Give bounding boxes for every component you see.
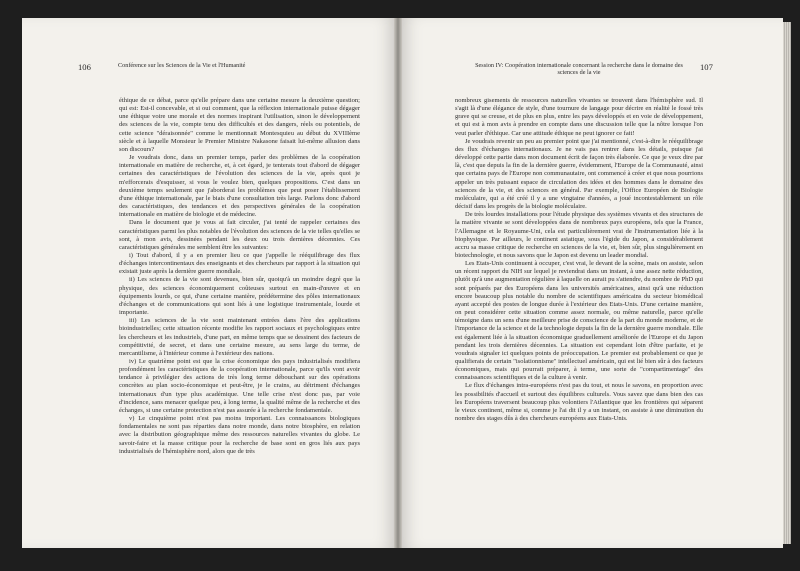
paragraph: Le flux d'échanges intra-européens n'est pas du tout, et nous le savons, en proportion avec les possibilités d'accueil et surtout des équilibres culturels. Vous savez que dans bien des cas les Européens traversent beaucoup plus volontiers l'Atlantique que les frontières qui séparent le vieux continent, même si, comme je l'ai dit il y a un instant, on assiste à une diminution du nombre des stages dûs à des chercheurs européens aux Etats-Unis.	[455, 382, 703, 423]
paragraph: nombreux gisements de ressources naturelles vivantes se trouvent dans l'hémisphère sud. Il s'agit là d'une élégance de style, d'une tournure de langage pour décrire en réalité le fossé très grave qui se creuse, et de plus en plus, entre les pays développés et en voie de développement, et qui est à mon avis à prendre en compte dans une discussion telle que la nôtre lorsque l'on veut parler d'éthique. Car une attitude éthique ne peut ignorer ce fait!	[455, 97, 703, 137]
paragraph: v) Le cinquième point n'est pas moins important. Les connaissances biologiques fondamentales ne sont pas réparties dans notre monde, dans notre biosphère, en relation avec la distribution géographique même des ressources naturelles vivantes du globe. Le savoir-faire et la masse critique pour la recherche de base sont en gros liés aux pays industrialisés de l'hémisphère nord, alors que de très	[119, 415, 360, 455]
paragraph: i) Tout d'abord, il y a en premier lieu ce que j'appelle le rééquilibrage des flux d'échanges intercontinentaux des enseignants et des chercheurs par rapport à la situation qui existait juste après la dernière guerre mondiale.	[119, 251, 360, 276]
paragraph: Dans le document que je vous ai fait circuler, j'ai tenté de rappeler certaines des caractéristiques parmi les plus notables de l'évolution des sciences de la vie telles qu'elles se sont, à mon avis, dessinées pendant les deux ou trois dernières décennies. Ces caractéristiques générales me semblent être les suivantes:	[119, 219, 360, 251]
page-edges	[783, 22, 791, 544]
paragraph: éthique de ce débat, parce qu'elle prépare dans une certaine mesure la deuxième question; qui est: Est-il concevable, et si oui comment, que la réflexion internationale puisse dégager une éthique voire une morale et des normes inspirant l'utilisation, sinon le développement des sciences de la vie, compte tenu des difficultés et des dangers, réels ou potentiels, de cette science "déraisonnée" comme le mentionnait Montesquieu au début du XVIIIème siècle et à laquelle Monsieur le Premier Ministre Nakasone faisait lui-même allusion dans son discours?	[119, 97, 360, 153]
paragraph: Les Etats-Unis continuent à occuper, c'est vrai, le devant de la scène, mais on assiste, selon un récent rapport du NIH sur lequel je reviendrai dans un instant, à une assez nette réduction, plutôt qu'à une augmentation régulière à laquelle on aurait pu s'attendre, du nombre de PhD qui sont préparés par des Européens dans les universités américaines, ainsi qu'à une réduction encore beaucoup plus notable du nombre de scientifiques américains du secteur biomédical ayant accepté des postes de longue durée à l'extérieur des Etats-Unis. D'une certaine manière, on peut considérer cette situation comme assez normale, ou même naturelle, parce qu'elle témoigne dans un sens d'une meilleure prise de conscience de la part du monde moderne, et de l'importance de la science et de la technologie depuis la fin de la dernière guerre mondiale. Elle est également liée à la situation économique graduellement améliorée de l'Europe et du Japon pendant les trois dernières décennies. La situation est cependant loin d'être parfaite, et je voudrais signaler ici quelques points de préoccupation. Le premier est probablement ce que je qualifierais de certain "isolationnisme" intellectuel américain, qui est lié bien sûr à des facteurs économiques, mais qui pourrait préparer, à terme, une sorte de "compartimentage" des connaissances scientifiques et de la culture à venir.	[455, 260, 703, 382]
paragraph: iii) Les sciences de la vie sont maintenant entrées dans l'ère des applications bioindustrielles; cette situation récente modifie les rapport sociaux et psychologiques entre les chercheurs et les industriels, d'une part, en même temps que se dessinent des facteurs de compétitivité, de secret, et dans une certaine mesure, au sens large du terme, de mercantilisme, à l'intérieur comme à l'extérieur des nations.	[119, 317, 360, 357]
paragraph: ii) Les sciences de la vie sont devenues, bien sûr, quoiqu'à un moindre degré que la physique, des sciences économiquement coûteuses surtout en main-d'œuvre et en équipements lourds, ce qui, d'une certaine manière, prédétermine des pôles internationaux d'échanges et de communications qui sont liés à une logistique instrumentale, lourde et importante.	[119, 276, 360, 317]
paragraph: Je voudrais donc, dans un premier temps, parler des problèmes de la coopération internationale en matière de recherche, et, à cet égard, je tenterais tout d'abord de dégager certaines des caractéristiques de l'évolution des sciences de la vie, après quoi je m'efforcerais d'esquisser, si vous le voulez bien, quelques propositions. C'est dans un deuxième temps seulement que j'aborderai les problèmes que peut poser l'établissement d'une éthique internationale, par le biais d'une consultation très large. Parlons donc d'abord des caractéristiques, des tendances et des perspectives générales de la coopération internationale en matière de biologie et de médecine.	[119, 154, 360, 219]
paragraph: De très lourdes installations pour l'étude physique des systèmes vivants et des structures de la matière vivante se sont développées dans de nombreux pays européens, tels que la France, l'Allemagne et le Royaume-Uni, cela est particulièrement vrai de l'instrumentation liée à la biophysique. Par ailleurs, le continent asiatique, sous l'égide du Japon, a considérablement accru sa masse critique de recherche en sciences de la vie, et, bien sûr, plus singulièrement en biotechnologie, et nous savons que le Japon est devenu un leader mondial.	[455, 211, 703, 259]
right-page-number: 107	[700, 62, 713, 72]
left-running-head: Conférence sur les Sciences de la Vie et l'Humanité	[118, 62, 246, 69]
book-gutter	[394, 18, 402, 548]
right-text-column	[455, 97, 703, 423]
paragraph: Je voudrais revenir un peu au premier point que j'ai mentionné, c'est-à-dire le rééquilibrage des flux d'échanges internationaux. Je ne vais pas rentrer dans les détails, puisque j'ai développé cette partie dans mon document écrit de façon très élaborée. Ce que je veux dire par là, c'est que depuis la fin de la dernière guerre, évidemment, l'Europe de la Communauté, ainsi que certains pays de l'Europe non communautaire, ont commencé à créer et que nous pourrions appeler un très puissant espace de circulation des idées et des hommes dans le domaine des sciences de la vie, et des sciences en général. Par exemple, l'Office Européen de Biologie moléculaire, qui a été créé il y a une vingtaine d'années, a joué incontestablement un rôle décisif dans les progrès de la biologie moléculaire.	[455, 137, 703, 211]
right-running-head: Session IV: Coopération internationale concernant la recherche dans le domaine des sciences de la vie	[475, 62, 683, 76]
paragraph: iv) Le quatrième point est que la crise économique des pays industrialisés modifiera profondément les caractéristiques de la coopération internationale, parce qu'ils vont avoir tendance à privilégier des actions de très long terme débouchant sur des opérations concrètes au plan socio-économique et peut-être, je le crains, au détriment d'échanges internationaux d'un type plus académique. Une telle crise n'est donc pas, par voie d'incidence, sans menacer quelque peu, à long terme, la qualité même de la recherche et des échanges, si une certaine protection n'est pas assurée à la recherche fondamentale.	[119, 358, 360, 414]
left-text-column	[119, 97, 360, 456]
left-page-number: 106	[78, 62, 91, 72]
